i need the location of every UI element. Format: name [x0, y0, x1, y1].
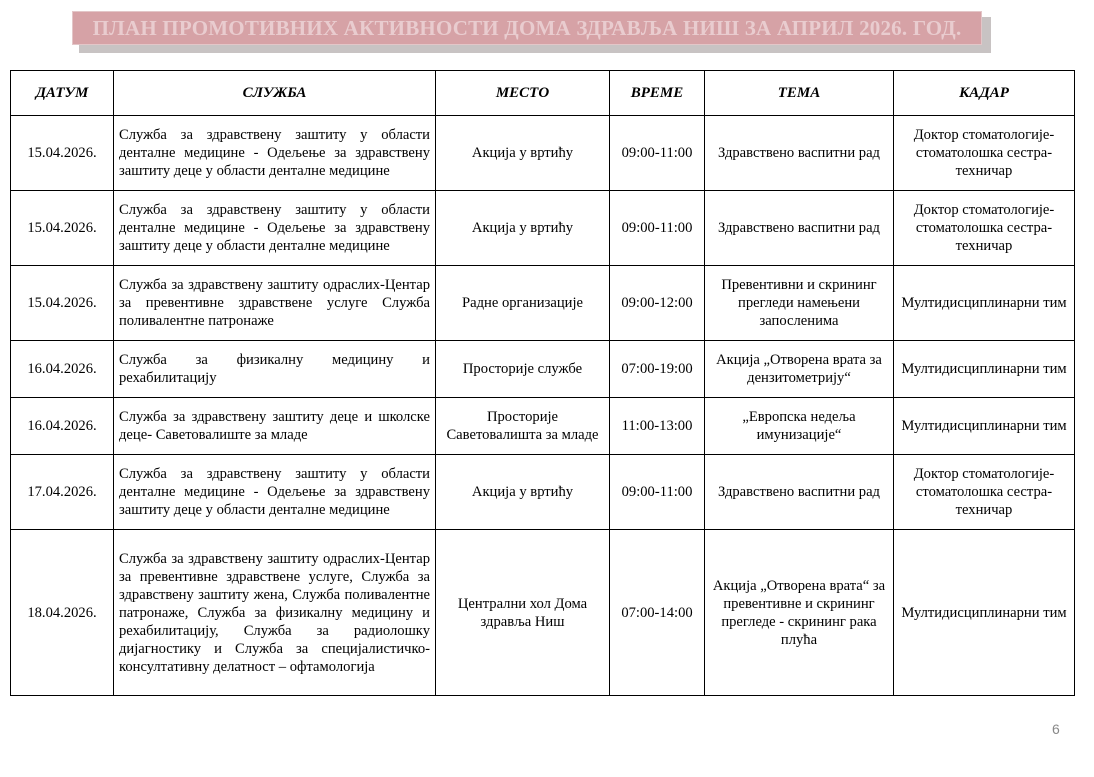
cell-place: Просторије Саветовалишта за младе [436, 398, 610, 455]
cell-topic: Превентивни и скрининг прегледи намењени запосленима [705, 266, 894, 341]
cell-staff: Мултидисциплинарни тим [894, 530, 1075, 696]
cell-place: Акција у вртићу [436, 191, 610, 266]
cell-time: 09:00-11:00 [610, 191, 705, 266]
cell-service: Служба за здравствену заштиту одраслих-Центар за превентивне здравствене услуге Служба поливалентне патронаже [114, 266, 436, 341]
header-staff: КАДАР [894, 71, 1075, 116]
table-row [11, 191, 1075, 266]
table-header-row [11, 71, 1075, 116]
cell-staff: Доктор стоматологије-стоматолошка сестра-техничар [894, 191, 1075, 266]
cell-staff: Доктор стоматологије-стоматолошка сестра-техничар [894, 455, 1075, 530]
cell-time: 09:00-11:00 [610, 455, 705, 530]
cell-topic: Здравствено васпитни рад [705, 116, 894, 191]
cell-time: 07:00-19:00 [610, 341, 705, 398]
cell-service: Служба за здравствену заштиту одраслих-Центар за превентивне здравствене услуге, Служба за здравствену заштиту жена, Служба поливалентне патронаже, Служба за физикалну медицину и рехабилитацију, Служба за радиолошку дијагностику и Служба за специјалистичко-консултативну делатност – офтамологија [114, 530, 436, 696]
table-row [11, 341, 1075, 398]
cell-time: 07:00-14:00 [610, 530, 705, 696]
cell-service: Служба за здравствену заштиту у области денталне медицине - Одељење за здравствену заштиту деце у области денталне медицине [114, 116, 436, 191]
cell-topic: „Европска недеља имунизације“ [705, 398, 894, 455]
cell-date: 15.04.2026. [11, 116, 114, 191]
table-row [11, 455, 1075, 530]
header-time: ВРЕМЕ [610, 71, 705, 116]
cell-staff: Мултидисциплинарни тим [894, 398, 1075, 455]
table-row [11, 266, 1075, 341]
cell-topic: Здравствено васпитни рад [705, 455, 894, 530]
cell-date: 15.04.2026. [11, 266, 114, 341]
activities-table [10, 70, 1075, 696]
title-banner [72, 11, 982, 45]
cell-topic: Акција „Отворена врата“ за превентивне и скрининг прегледе - скрининг рака плућа [705, 530, 894, 696]
table-row [11, 398, 1075, 455]
cell-place: Акција у вртићу [436, 455, 610, 530]
cell-time: 09:00-12:00 [610, 266, 705, 341]
header-date: ДАТУМ [11, 71, 114, 116]
cell-date: 18.04.2026. [11, 530, 114, 696]
header-service: СЛУЖБА [114, 71, 436, 116]
header-place: МЕСТО [436, 71, 610, 116]
table-row [11, 530, 1075, 696]
cell-time: 09:00-11:00 [610, 116, 705, 191]
cell-topic: Здравствено васпитни рад [705, 191, 894, 266]
cell-time: 11:00-13:00 [610, 398, 705, 455]
cell-service: Служба за здравствену заштиту у области денталне медицине - Одељење за здравствену заштиту деце у области денталне медицине [114, 191, 436, 266]
cell-service: Служба за физикалну медицину и рехабилитацију [114, 341, 436, 398]
cell-place: Акција у вртићу [436, 116, 610, 191]
cell-staff: Мултидисциплинарни тим [894, 266, 1075, 341]
cell-date: 15.04.2026. [11, 191, 114, 266]
page-number: 6 [1052, 721, 1060, 737]
header-topic: ТЕМА [705, 71, 894, 116]
page-title: ПЛАН ПРОМОТИВНИХ АКТИВНОСТИ ДОМА ЗДРАВЉА НИШ ЗА АПРИЛ 2026. ГОД. [92, 15, 962, 40]
cell-date: 16.04.2026. [11, 341, 114, 398]
cell-staff: Мултидисциплинарни тим [894, 341, 1075, 398]
cell-service: Служба за здравствену заштиту деце и школске деце- Саветовалиште за младе [114, 398, 436, 455]
cell-staff: Доктор стоматологије-стоматолошка сестра-техничар [894, 116, 1075, 191]
table-row [11, 116, 1075, 191]
cell-place: Централни хол Дома здравља Ниш [436, 530, 610, 696]
cell-topic: Акција „Отворена врата за дензитометрију“ [705, 341, 894, 398]
cell-date: 16.04.2026. [11, 398, 114, 455]
cell-place: Радне организације [436, 266, 610, 341]
cell-service: Служба за здравствену заштиту у области денталне медицине - Одељење за здравствену заштиту деце у области денталне медицине [114, 455, 436, 530]
cell-date: 17.04.2026. [11, 455, 114, 530]
cell-place: Просторије службе [436, 341, 610, 398]
